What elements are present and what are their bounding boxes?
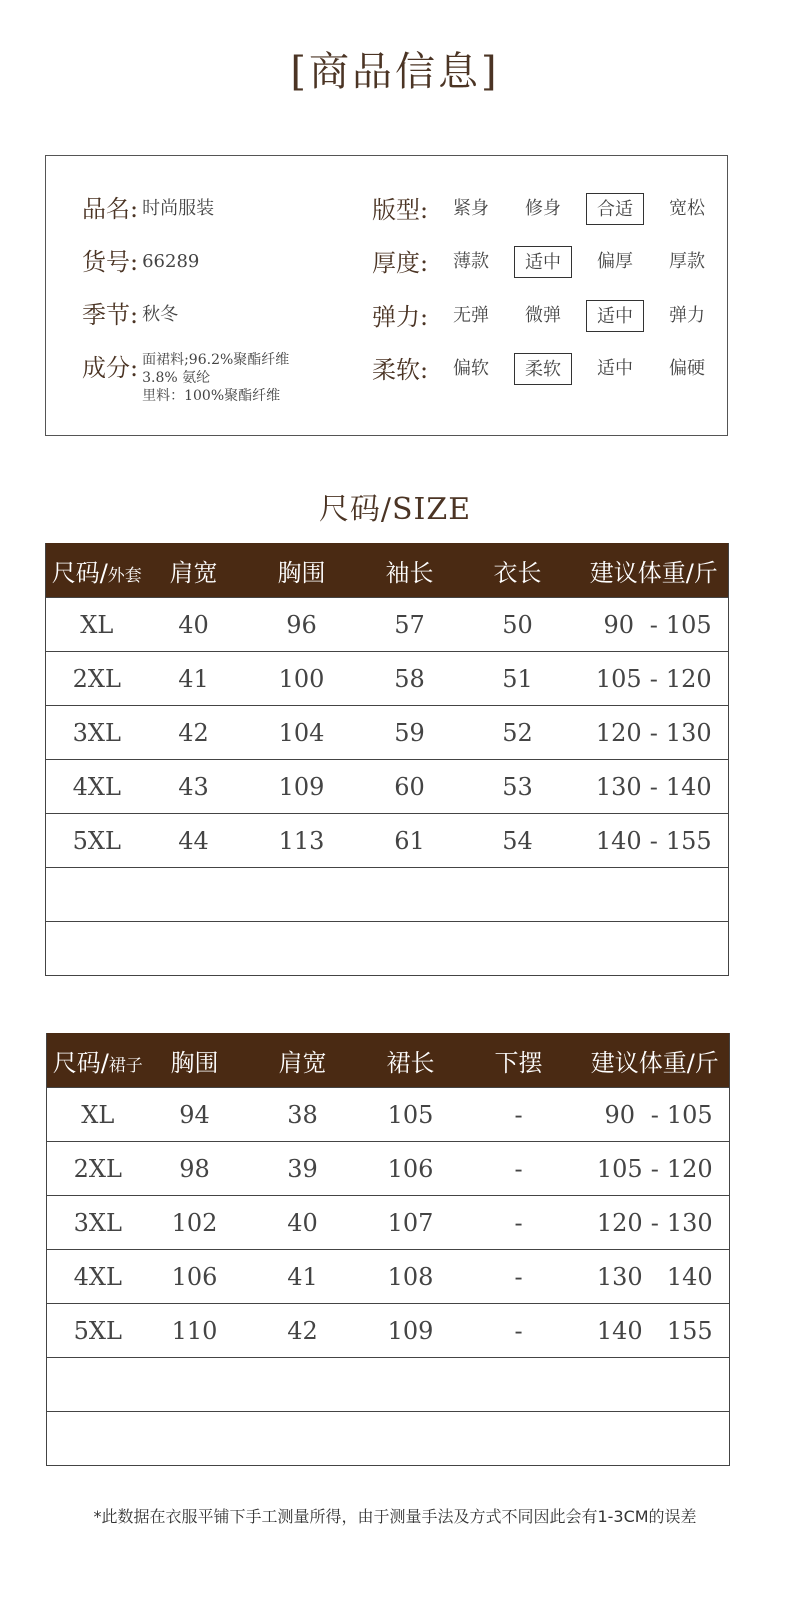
weight-min: 90 bbox=[603, 610, 635, 639]
header-shoulder: 肩宽 bbox=[241, 1033, 365, 1088]
weight-sep: - bbox=[649, 772, 658, 801]
table-cell: 50 bbox=[456, 598, 580, 652]
table-cell: 106 bbox=[365, 1142, 457, 1196]
weight-max: 130 bbox=[666, 1208, 713, 1237]
attribute-option: 无弹 bbox=[453, 305, 489, 326]
attribute-options bbox=[442, 193, 730, 225]
size-title: 尺码/SIZE bbox=[318, 492, 472, 527]
table-cell bbox=[240, 922, 364, 976]
table-cell: 51 bbox=[456, 652, 580, 706]
table-cell bbox=[148, 868, 240, 922]
header-weight: 建议体重/斤 bbox=[580, 543, 729, 598]
attribute-option: 偏硬 bbox=[669, 358, 705, 379]
table-cell bbox=[580, 652, 729, 706]
weight-min: 105 bbox=[596, 1154, 643, 1183]
table-row bbox=[47, 1142, 730, 1196]
weight-sep: - bbox=[650, 1154, 659, 1183]
attribute-label: 柔软: bbox=[372, 356, 429, 384]
table-cell bbox=[47, 1412, 149, 1466]
table-row bbox=[47, 1412, 730, 1466]
table-cell: 94 bbox=[149, 1088, 241, 1142]
attribute-option: 偏厚 bbox=[597, 251, 633, 272]
attribute-option: 薄款 bbox=[453, 251, 489, 272]
table-cell: 3XL bbox=[47, 1196, 149, 1250]
table-cell: 5XL bbox=[47, 1304, 149, 1358]
season-label: 季节: bbox=[82, 301, 139, 329]
table-cell: 5XL bbox=[46, 814, 148, 868]
table-cell bbox=[456, 922, 580, 976]
weight-min: 140 bbox=[596, 1316, 643, 1345]
header-chest: 胸围 bbox=[149, 1033, 241, 1088]
skirt-size-table bbox=[46, 1033, 730, 1466]
weight-min: 105 bbox=[595, 664, 642, 693]
header-size-sub: 裙子 bbox=[108, 1055, 143, 1076]
table-cell: 105 bbox=[365, 1088, 457, 1142]
table-cell: 110 bbox=[149, 1304, 241, 1358]
sku-label: 货号: bbox=[82, 248, 139, 276]
weight-max: 140 bbox=[666, 1262, 713, 1291]
table-cell: 38 bbox=[241, 1088, 365, 1142]
table-cell: 106 bbox=[149, 1250, 241, 1304]
composition-row bbox=[82, 353, 289, 405]
table-cell bbox=[580, 706, 729, 760]
table-cell bbox=[47, 1358, 149, 1412]
product-info-box bbox=[45, 155, 728, 436]
table-cell bbox=[241, 1358, 365, 1412]
table-cell: 52 bbox=[456, 706, 580, 760]
table-cell: 57 bbox=[364, 598, 456, 652]
weight-sep: - bbox=[649, 664, 658, 693]
table-row bbox=[47, 1088, 730, 1142]
table-cell: 61 bbox=[364, 814, 456, 868]
attribute-option: 微弹 bbox=[525, 305, 561, 326]
table-cell: 2XL bbox=[46, 652, 148, 706]
weight-min: 90 bbox=[604, 1100, 636, 1129]
sku-value: 66289 bbox=[142, 251, 200, 272]
table-cell bbox=[456, 868, 580, 922]
attribute-row bbox=[372, 300, 428, 334]
table-cell bbox=[457, 1358, 581, 1412]
weight-max: 155 bbox=[665, 826, 712, 855]
table-cell: 4XL bbox=[47, 1250, 149, 1304]
header-hem: 下摆 bbox=[457, 1033, 581, 1088]
table-cell: 59 bbox=[364, 706, 456, 760]
weight-max: 140 bbox=[665, 772, 712, 801]
header-sleeve: 袖长 bbox=[364, 543, 456, 598]
table-cell: 109 bbox=[365, 1304, 457, 1358]
composition-line: 里料：100%聚酯纤维 bbox=[142, 388, 281, 404]
table-cell: 107 bbox=[365, 1196, 457, 1250]
header-length: 衣长 bbox=[456, 543, 580, 598]
weight-sep: - bbox=[650, 1100, 659, 1129]
attribute-option-selected: 合适 bbox=[586, 193, 644, 225]
weight-min: 120 bbox=[596, 1208, 643, 1237]
table-cell bbox=[581, 1412, 730, 1466]
table-cell bbox=[581, 1088, 730, 1142]
weight-max: 120 bbox=[665, 664, 712, 693]
table-cell bbox=[148, 922, 240, 976]
attribute-row bbox=[372, 193, 428, 227]
weight-max: 105 bbox=[665, 610, 712, 639]
composition-value bbox=[142, 351, 289, 405]
table-cell bbox=[46, 868, 148, 922]
weight-min: 120 bbox=[595, 718, 642, 747]
table-cell: 39 bbox=[241, 1142, 365, 1196]
attribute-row bbox=[372, 246, 428, 280]
table-row bbox=[46, 868, 729, 922]
attribute-option-selected: 适中 bbox=[586, 300, 644, 332]
attribute-option: 适中 bbox=[597, 358, 633, 379]
weight-sep: - bbox=[649, 718, 658, 747]
table-cell bbox=[364, 922, 456, 976]
table-row bbox=[47, 1358, 730, 1412]
header-skirt-length: 裙长 bbox=[365, 1033, 457, 1088]
attribute-option: 紧身 bbox=[453, 198, 489, 219]
attribute-option: 宽松 bbox=[669, 198, 705, 219]
table-cell: 58 bbox=[364, 652, 456, 706]
name-row bbox=[82, 194, 214, 224]
table-cell: 2XL bbox=[47, 1142, 149, 1196]
table-cell bbox=[581, 1304, 730, 1358]
weight-min: 130 bbox=[596, 1262, 643, 1291]
header-size bbox=[46, 543, 148, 598]
weight-max: 130 bbox=[665, 718, 712, 747]
table-cell: 98 bbox=[149, 1142, 241, 1196]
season-value: 秋冬 bbox=[142, 304, 179, 325]
table-cell bbox=[581, 1142, 730, 1196]
composition-line: 3.8% 氨纶 bbox=[142, 370, 211, 386]
table-cell: 109 bbox=[240, 760, 364, 814]
table-cell bbox=[580, 760, 729, 814]
header-size-label: 尺码/ bbox=[51, 558, 108, 587]
attribute-label: 版型: bbox=[372, 196, 429, 224]
table-cell bbox=[365, 1412, 457, 1466]
table-row bbox=[46, 814, 729, 868]
table-cell: 42 bbox=[241, 1304, 365, 1358]
table-row bbox=[46, 706, 729, 760]
table-cell: 54 bbox=[456, 814, 580, 868]
table-row bbox=[46, 760, 729, 814]
table-cell bbox=[580, 868, 729, 922]
table-cell bbox=[149, 1412, 241, 1466]
season-row bbox=[82, 300, 178, 330]
page-title: [商品信息] bbox=[290, 49, 500, 95]
attribute-options bbox=[442, 353, 730, 385]
table-cell bbox=[580, 922, 729, 976]
weight-sep: - bbox=[650, 1208, 659, 1237]
table-row bbox=[47, 1196, 730, 1250]
weight-max: 105 bbox=[666, 1100, 713, 1129]
table-row bbox=[46, 922, 729, 976]
table-cell: 41 bbox=[241, 1250, 365, 1304]
table-row bbox=[46, 598, 729, 652]
weight-sep: - bbox=[649, 610, 658, 639]
table-cell: 53 bbox=[456, 760, 580, 814]
name-label: 品名: bbox=[82, 195, 139, 223]
attribute-option: 修身 bbox=[525, 198, 561, 219]
table-cell bbox=[457, 1412, 581, 1466]
table-row bbox=[46, 652, 729, 706]
attribute-label: 厚度: bbox=[372, 249, 429, 277]
header-size-label: 尺码/ bbox=[52, 1048, 109, 1077]
attribute-option: 弹力 bbox=[669, 305, 705, 326]
attribute-row bbox=[372, 353, 428, 387]
table-cell: XL bbox=[46, 598, 148, 652]
header-size bbox=[47, 1033, 149, 1088]
table-row bbox=[47, 1250, 730, 1304]
table-cell: - bbox=[457, 1196, 581, 1250]
table-cell: 104 bbox=[240, 706, 364, 760]
table-cell bbox=[365, 1358, 457, 1412]
attribute-option: 偏软 bbox=[453, 358, 489, 379]
table-cell: 40 bbox=[148, 598, 240, 652]
table-cell: 42 bbox=[148, 706, 240, 760]
table-cell: 40 bbox=[241, 1196, 365, 1250]
header-weight: 建议体重/斤 bbox=[581, 1033, 730, 1088]
coat-size-table bbox=[45, 543, 729, 976]
table-cell bbox=[46, 922, 148, 976]
weight-max: 120 bbox=[666, 1154, 713, 1183]
table-cell: 108 bbox=[365, 1250, 457, 1304]
table-cell: - bbox=[457, 1088, 581, 1142]
weight-sep: - bbox=[649, 826, 658, 855]
header-shoulder: 肩宽 bbox=[148, 543, 240, 598]
table-cell: 3XL bbox=[46, 706, 148, 760]
composition-line: 面裙料;96.2%聚酯纤维 bbox=[142, 352, 290, 368]
table-cell: 41 bbox=[148, 652, 240, 706]
attribute-option-selected: 适中 bbox=[514, 246, 572, 278]
table-cell: - bbox=[457, 1304, 581, 1358]
table-cell: 4XL bbox=[46, 760, 148, 814]
header-size-sub: 外套 bbox=[107, 565, 142, 586]
attribute-options bbox=[442, 246, 730, 278]
table-cell bbox=[240, 868, 364, 922]
table-cell: 96 bbox=[240, 598, 364, 652]
table-cell: 100 bbox=[240, 652, 364, 706]
weight-min: 140 bbox=[595, 826, 642, 855]
table-cell: 43 bbox=[148, 760, 240, 814]
table-cell: 60 bbox=[364, 760, 456, 814]
table-cell bbox=[364, 868, 456, 922]
table-cell: 113 bbox=[240, 814, 364, 868]
header-chest: 胸围 bbox=[240, 543, 364, 598]
attribute-label: 弹力: bbox=[372, 303, 429, 331]
table-cell bbox=[581, 1358, 730, 1412]
table-cell: - bbox=[457, 1250, 581, 1304]
table-cell bbox=[241, 1412, 365, 1466]
table-cell bbox=[581, 1250, 730, 1304]
table-row bbox=[47, 1304, 730, 1358]
table-cell bbox=[580, 598, 729, 652]
table-cell bbox=[581, 1196, 730, 1250]
table-cell: XL bbox=[47, 1088, 149, 1142]
table-cell: 102 bbox=[149, 1196, 241, 1250]
table-cell: 44 bbox=[148, 814, 240, 868]
weight-max: 155 bbox=[666, 1316, 713, 1345]
table-cell bbox=[149, 1358, 241, 1412]
sku-row bbox=[82, 247, 199, 277]
attribute-option-selected: 柔软 bbox=[514, 353, 572, 385]
measurement-footnote: *此数据在衣服平铺下手工测量所得，由于测量手法及方式不同因此会有1-3CM的误差 bbox=[93, 1507, 697, 1526]
composition-label: 成分: bbox=[82, 354, 139, 382]
attribute-option: 厚款 bbox=[669, 251, 705, 272]
attribute-options bbox=[442, 300, 730, 332]
table-cell bbox=[580, 814, 729, 868]
name-value: 时尚服装 bbox=[142, 198, 215, 219]
weight-min: 130 bbox=[595, 772, 642, 801]
table-cell: - bbox=[457, 1142, 581, 1196]
